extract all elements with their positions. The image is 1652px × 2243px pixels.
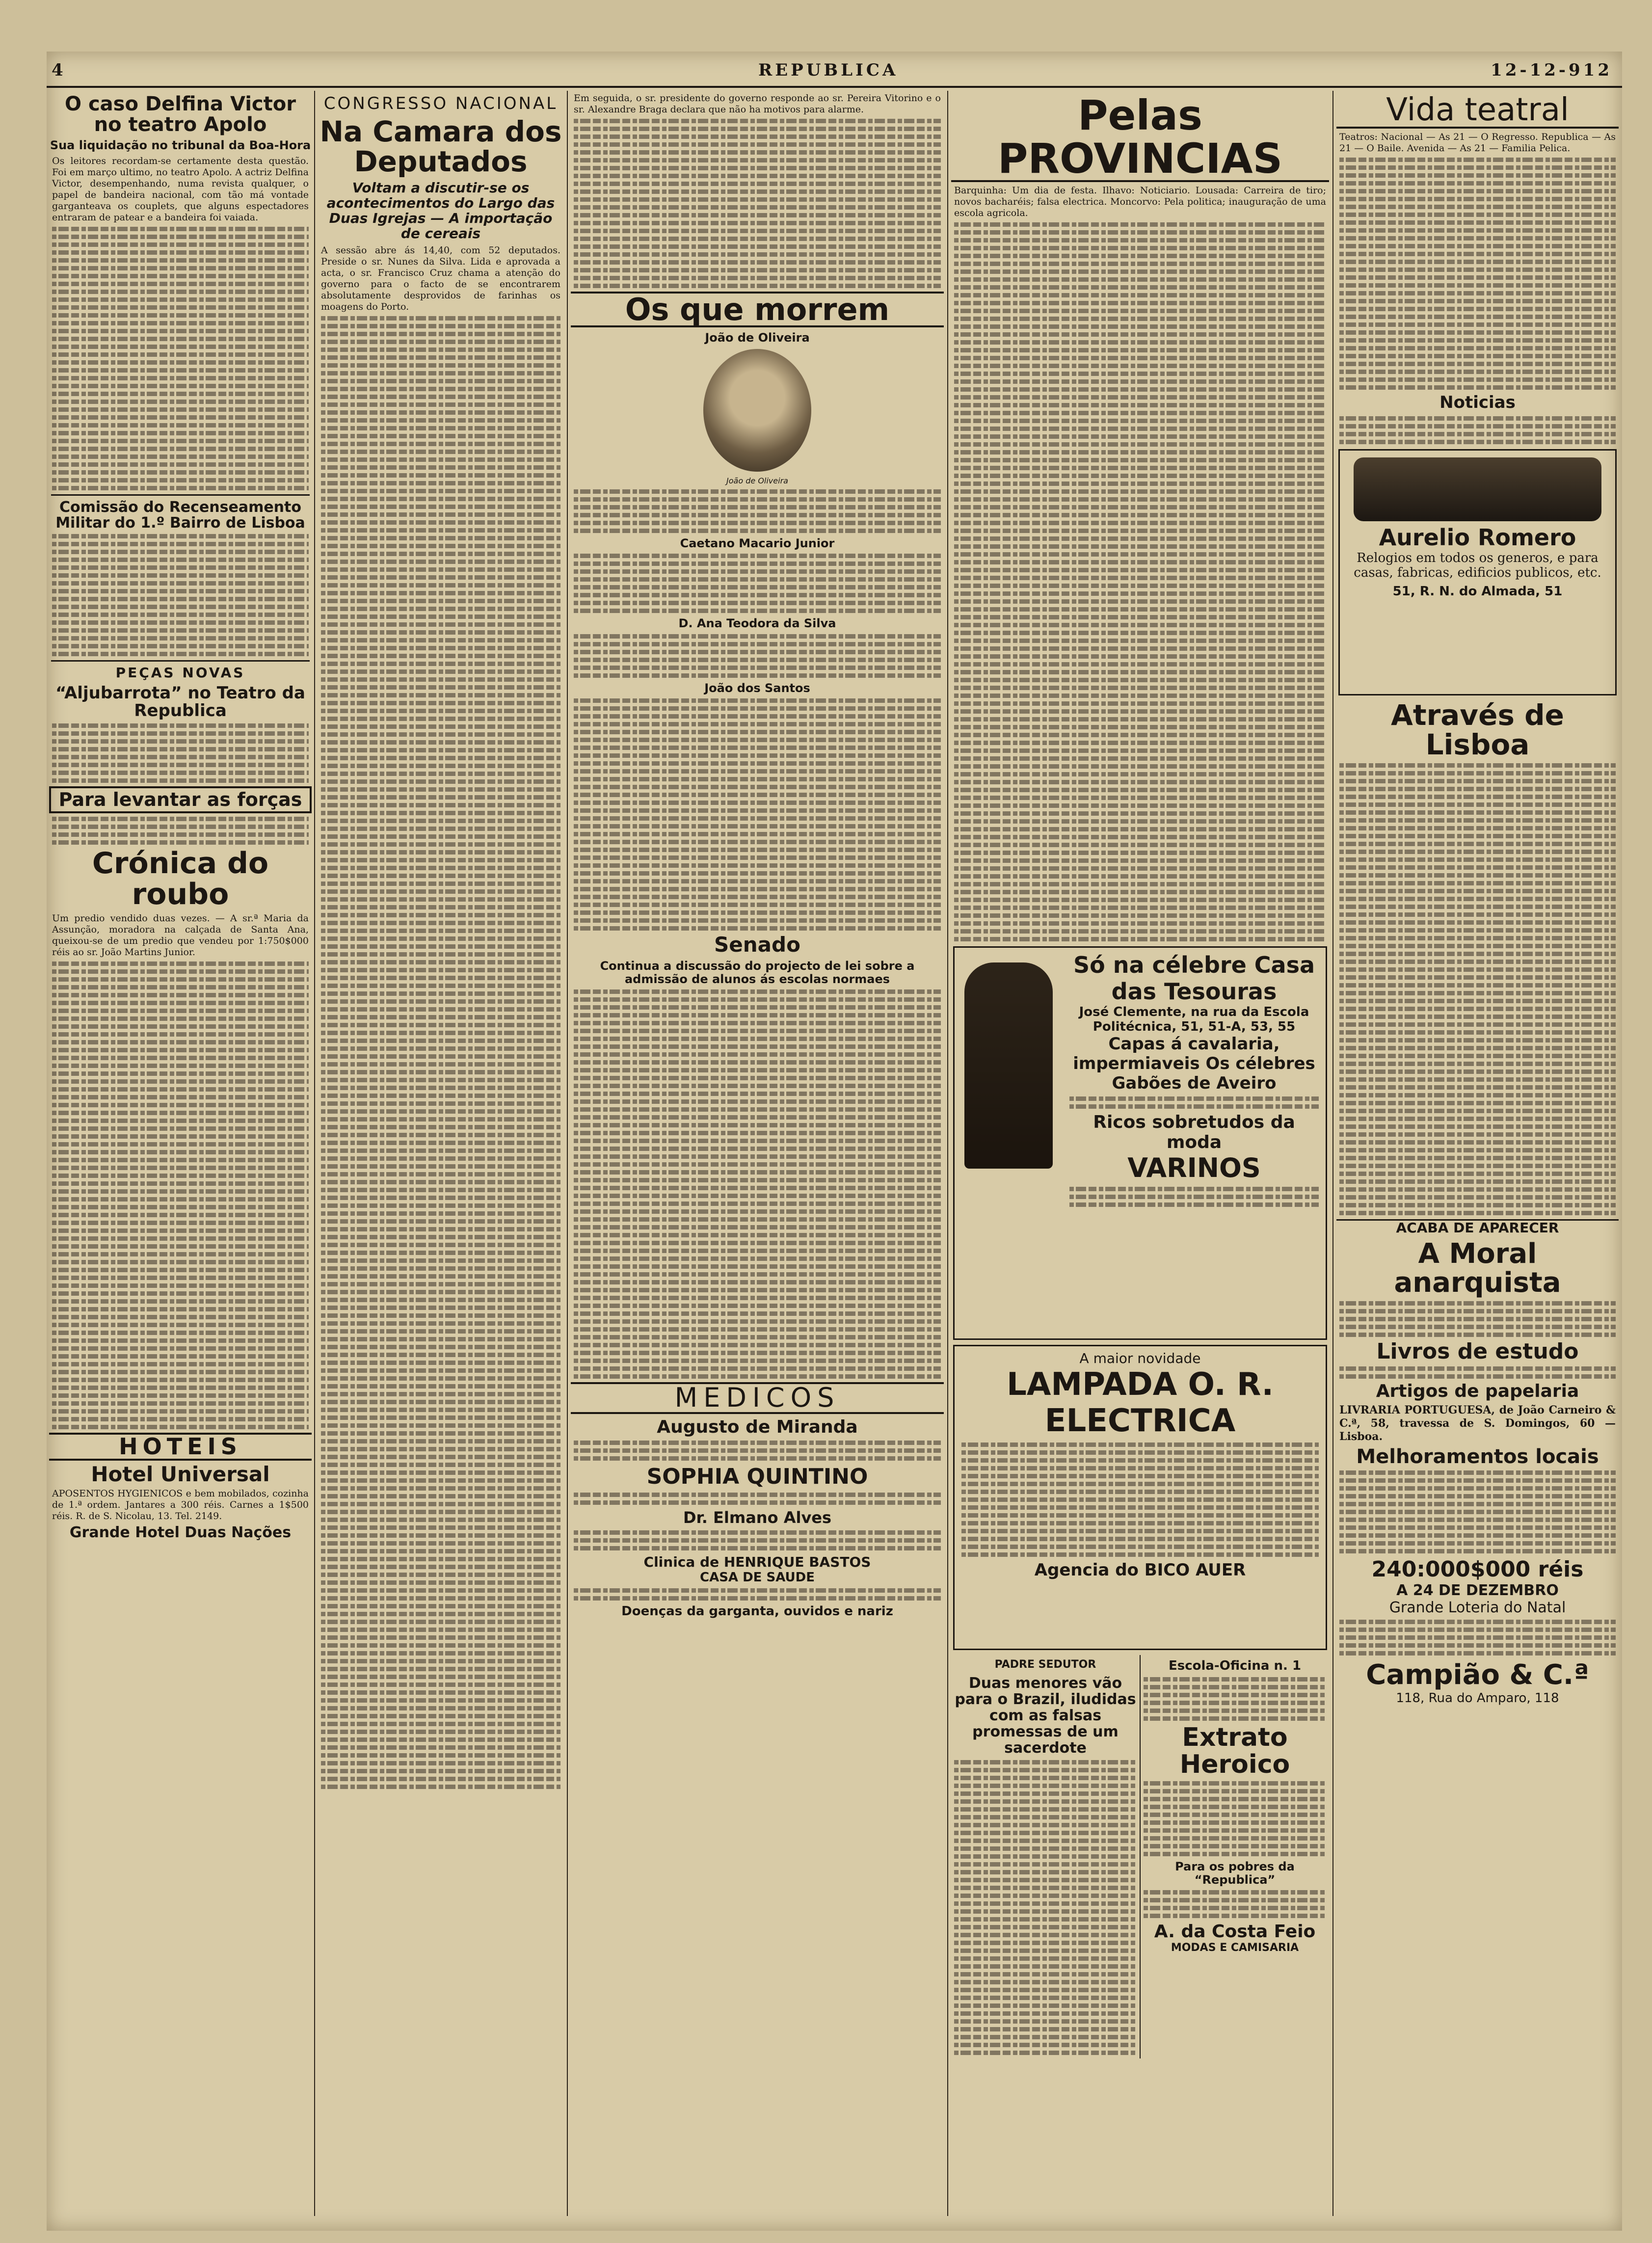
ad-sophia: SOPHIA QUINTINO <box>646 1464 868 1489</box>
newspaper-page <box>47 52 1622 2231</box>
column-4 <box>951 91 1329 2221</box>
article-text <box>1339 1470 1616 1553</box>
article-text <box>52 534 309 656</box>
article-text <box>574 554 941 613</box>
headline-vida-teatral: Vida teatral <box>1336 94 1619 129</box>
obit-name-1: João de Oliveira <box>705 331 810 345</box>
ad-hotel-universal: Hotel Universal <box>91 1462 270 1486</box>
column-2 <box>318 91 563 2221</box>
headline-comissao: Comissão do Recenseamento Militar do 1.º Bairro de Lisboa <box>55 499 305 532</box>
portrait-caption: João de Oliveira <box>726 476 788 486</box>
ad-loteria-date: A 24 DE DEZEMBRO <box>1396 1581 1559 1599</box>
ad-novidade: A maior novidade <box>1079 1350 1201 1367</box>
headline-extrato: Extrato Heroico <box>1179 1722 1290 1779</box>
paper-name: REPUBLICA <box>758 60 899 80</box>
ad-feio: A. da Costa Feio <box>1154 1921 1316 1942</box>
ad-elmano: Dr. Elmano Alves <box>683 1508 832 1527</box>
ad-campiao-addr: 118, Rua do Amparo, 118 <box>1396 1690 1559 1706</box>
column-1 <box>49 91 312 2221</box>
obit-name-2: Caetano Macario Junior <box>680 536 835 551</box>
article-escola <box>1141 1655 1329 2058</box>
ad-sobretudos: Ricos sobretudos da moda <box>1093 1112 1295 1153</box>
headline-provincias: Pelas PROVINCIAS <box>951 94 1329 182</box>
bottom-articles <box>951 1655 1329 2058</box>
headline-escola: Escola-Oficina n. 1 <box>1168 1658 1302 1674</box>
masthead <box>47 56 1622 88</box>
column-rule <box>567 91 568 2216</box>
priest-illustration <box>964 962 1053 1169</box>
ad-text <box>574 1441 941 1461</box>
article-teatros: Teatros: Nacional — As 21 — O Regresso. Republica — As 21 — O Baile. Avenida — As 21 — Familia Pelica. <box>1339 132 1616 154</box>
ad-romero-box <box>1338 449 1617 695</box>
ad-miranda: Augusto de Miranda <box>657 1416 858 1437</box>
article-text <box>1144 1781 1326 1856</box>
section-medicos: MEDICOS <box>571 1382 944 1414</box>
headline-cronica: Crónica do roubo <box>92 846 269 912</box>
ad-loteria: 240:000$000 réis <box>1371 1556 1584 1582</box>
article-delfina: Os leitores recordam-se certamente desta questão. Foi em março ultimo, no teatro Apolo. A actriz Delfina Victor, desempenhando, numa revista qualquer, o papel de bandeira nacional, com tão má vontade garganteava os couplets, que alguns espectadores entraram de patear e a bandeira foi vaiada. <box>52 156 309 223</box>
article-text <box>574 119 941 288</box>
headline-padre: PADRE SEDUTOR <box>994 1658 1096 1671</box>
obit-name-4: João dos Santos <box>704 681 810 695</box>
ad-capas: Capas á cavalaria, impermiaveis Os célebres Gabões de Aveiro <box>1073 1034 1315 1094</box>
column-5 <box>1336 91 1619 2221</box>
ad-duas-nacoes: Grande Hotel Duas Nações <box>69 1523 292 1541</box>
ad-text <box>1069 1096 1319 1109</box>
headline-delfina: O caso Delfina Victor no teatro Apolo <box>65 93 296 136</box>
section-hoteis: HOTEIS <box>49 1433 312 1460</box>
ad-varinos: VARINOS <box>1127 1152 1261 1184</box>
headline-moral: A Moral anarquista <box>1394 1238 1561 1299</box>
ad-lampada: LAMPADA O. R. ELECTRICA <box>1007 1366 1274 1440</box>
ad-text <box>1069 1187 1319 1207</box>
ad-modas: MODAS E CAMISARIA <box>1171 1941 1299 1954</box>
headline-atraves: Através de Lisboa <box>1390 698 1565 762</box>
article-text <box>52 817 309 845</box>
headline-camara: Na Camara dos Deputados <box>320 115 562 179</box>
article-text <box>321 316 560 1789</box>
ad-auer: Agencia do BICO AUER <box>1034 1560 1246 1580</box>
article-camara: A sessão abre ás 14,40, com 52 deputados. Preside o sr. Nunes da Silva. Lida e aprovada a acta, o sr. Francisco Cruz chama a atenção do governo para o facto de se encontrarem absolutamente desprovidos de farinhas os moagens do Porto. <box>321 245 560 313</box>
ad-text <box>574 1530 941 1550</box>
ad-text <box>1339 1620 1616 1656</box>
ad-lampada-box <box>953 1345 1327 1650</box>
article-text <box>52 961 309 1429</box>
ad-tesouras: Só na célebre Casa das Tesouras <box>1073 952 1315 1005</box>
ad-saude: CASA DE SAUDE <box>700 1570 815 1585</box>
headline-aljubarrota: “Aljubarrota” no Teatro da Republica <box>55 683 305 721</box>
column-rule <box>1332 91 1333 2216</box>
ad-romero-addr: 51, R. N. do Almada, 51 <box>1392 584 1563 599</box>
subheadline-camara: Voltam a discutir-se os acontecimentos do Largo das Duas Igrejas — A importação de cereais <box>326 180 555 241</box>
article-cronica: Um predio vendido duas vezes. — A sr.ª Maria da Assunção, moradora na calçada de Santa Ana, queixou-se de um predio que vendeu por 1:750$000 réis ao sr. João Martins Junior. <box>52 913 309 958</box>
ad-campiao: Campião & C.ª <box>1366 1658 1589 1691</box>
article-text <box>574 489 941 533</box>
ad-hotel-text: APOSENTOS HYGIENICOS e bem mobilados, cozinha de 1.ª ordem. Jantares a 300 réis. Carnes a 1$500 réis. R. de S. Nicolau, 13. Tel. 2149. <box>52 1488 309 1522</box>
ad-bastos: Clinica de HENRIQUE BASTOS <box>643 1553 871 1570</box>
headline-artigos: Artigos de papelaria <box>1376 1381 1579 1401</box>
portrait-photo <box>703 349 811 472</box>
subheadline-padre: Duas menores vão para o Brazil, iludidas com as falsas promessas de um sacerdote <box>955 1674 1136 1757</box>
headline-acaba: ACABA DE APARECER <box>1336 1219 1619 1236</box>
article-text <box>1339 1366 1616 1379</box>
article-padre <box>951 1655 1141 2058</box>
ad-clemente: José Clemente, na rua da Escola Politécnica, 51, 51-A, 53, 55 <box>1079 1005 1309 1035</box>
ad-tesouras-box <box>953 946 1327 1340</box>
ad-romero: Aurelio Romero <box>1379 524 1576 551</box>
ad-romero-sub: Relogios em todos os generos, e para casas, fabricas, edificios publicos, etc. <box>1354 550 1601 580</box>
article-text <box>954 1760 1137 2055</box>
subheadline-senado: Continua a discussão do projecto de lei sobre a admissão de alunos ás escolas normaes <box>600 959 915 986</box>
watch-illustration <box>1354 457 1601 521</box>
ad-text <box>961 1442 1319 1557</box>
ad-garganta: Doenças da garganta, ouvidos e nariz <box>621 1603 893 1619</box>
ad-loteria-name: Grande Loteria do Natal <box>1389 1599 1566 1616</box>
headline-livros: Livros de estudo <box>1376 1338 1579 1364</box>
article-text <box>1339 416 1616 444</box>
ad-livraria: LIVRARIA PORTUGUESA, de João Carneiro & C.ª, 58, travessa de S. Domingos, 60 — Lisboa. <box>1339 1403 1616 1443</box>
divider <box>51 660 310 662</box>
article-text <box>1339 763 1616 1215</box>
article-text <box>574 634 941 678</box>
article-text <box>1144 1890 1326 1918</box>
column-rule <box>314 91 315 2216</box>
page-number: 4 <box>52 60 66 80</box>
article-text <box>52 227 309 490</box>
column-3 <box>571 91 944 2221</box>
headline-forcas: Para levantar as forças <box>49 786 312 814</box>
article-text <box>954 222 1326 941</box>
article-text <box>1339 1301 1616 1337</box>
headline-noticias: Noticias <box>1439 393 1516 413</box>
headline-pobres: Para os pobres da “Republica” <box>1175 1860 1295 1887</box>
kicker-congresso: CONGRESSO NACIONAL <box>323 94 558 113</box>
article-text <box>1144 1677 1326 1721</box>
article-text <box>52 723 309 783</box>
headline-melhoramentos: Melhoramentos locais <box>1356 1445 1599 1468</box>
ad-text <box>574 1588 941 1601</box>
headline-senado: Senado <box>714 933 800 957</box>
subheadline-delfina: Sua liquidação no tribunal da Boa-Hora <box>50 138 311 152</box>
article-continuation: Em seguida, o sr. presidente do governo responde ao sr. Pereira Vitorino e o sr. Alexandre Braga declara que não ha motivos para alarme. <box>574 93 941 115</box>
column-rule <box>947 91 948 2216</box>
article-text <box>574 989 941 1379</box>
article-text <box>574 698 941 931</box>
ad-text <box>574 1493 941 1505</box>
headline-pecas: PEÇAS NOVAS <box>115 665 245 681</box>
obit-name-3: D. Ana Teodora da Silva <box>678 616 836 631</box>
headline-morrem: Os que morrem <box>571 292 944 327</box>
divider <box>51 494 310 496</box>
article-text <box>1339 158 1616 390</box>
article-provincias: Barquinha: Um dia de festa. Ilhavo: Noticiario. Lousada: Carreira de tiro; novos bacharéis; falsa electrica. Moncorvo: Pela politica; inauguração de uma escola agricola. <box>954 185 1326 219</box>
issue-date: 12-12-912 <box>1491 60 1612 80</box>
